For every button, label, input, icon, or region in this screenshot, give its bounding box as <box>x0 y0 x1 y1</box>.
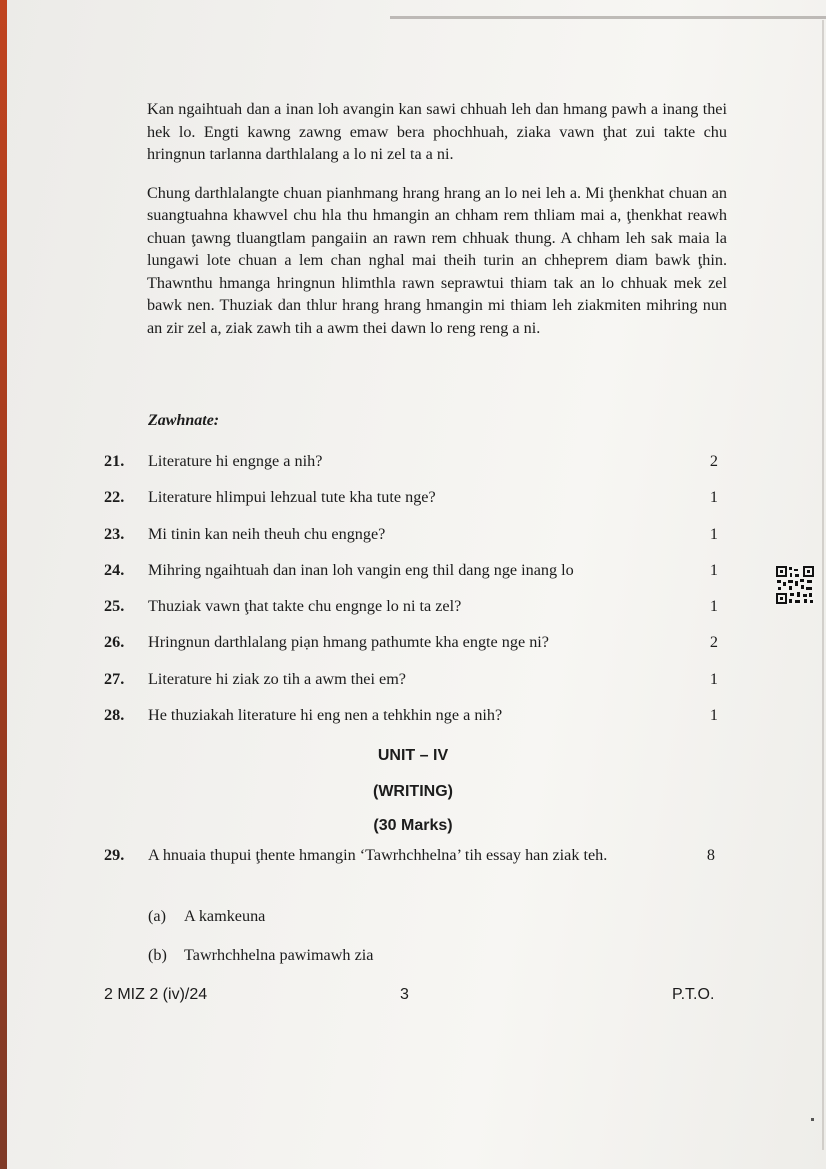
scan-speck <box>811 1118 814 1121</box>
top-edge-shadow <box>390 16 826 19</box>
binding-edge <box>0 0 7 1169</box>
question-marks: 2 <box>709 452 718 470</box>
question-text: Literature hi ziak zo tih a awm thei em? <box>148 669 406 688</box>
question-marks: 1 <box>709 597 718 616</box>
question-text: Mi tinin kan neih theuh chu engnge? <box>148 524 386 543</box>
question-number: 25. <box>104 597 125 616</box>
unit-title: UNIT – IV <box>377 747 449 764</box>
question-28 <box>104 702 726 738</box>
question-21 <box>104 448 726 484</box>
question-number: 28. <box>104 706 125 725</box>
question-text: Literature hi engnge a nih? <box>148 452 323 470</box>
option-text: A kamkeuna <box>184 907 266 925</box>
passage-paragraph-1: Kan ngaihtuah dan a inan loh avangin kan sawi chhuah leh dan hmang pawh a inang thei hek lo. Engti kawng zawng emaw bera phochhuah, ziaka vawn ţhat zui takte chu hringnun tarlanna darthlalang a lo ni zel ta a ni. <box>147 100 727 163</box>
question-marks: 1 <box>709 488 718 507</box>
reading-passage <box>147 98 727 355</box>
page-number: 3 <box>400 986 409 1003</box>
question-text: He thuziakah literature hi eng nen a tehkhin nge a nih? <box>148 706 503 725</box>
question-number: 27. <box>104 669 125 688</box>
unit-marks: (30 Marks) <box>373 817 453 834</box>
question-text: A hnuaia thupui ţhente hmangin ‘Tawrhchhelna’ tih essay han ziak teh. <box>148 846 608 864</box>
question-marks: 8 <box>706 846 715 864</box>
question-number: 22. <box>104 488 125 507</box>
option-a <box>148 907 265 926</box>
unit-subtitle: (WRITING) <box>373 783 453 800</box>
right-edge-shadow <box>822 20 824 1150</box>
option-text: Tawrhchhelna pawimawh zia <box>184 946 374 964</box>
question-text: Literature hlimpui lehzual tute kha tute nge? <box>148 488 436 507</box>
question-29 <box>104 846 726 872</box>
question-number: 26. <box>104 633 125 652</box>
please-turn-over: P.T.O. <box>672 986 715 1003</box>
option-label: (a) <box>148 907 166 925</box>
questions-heading: Zawhnate: <box>148 412 220 429</box>
question-23 <box>104 521 726 557</box>
question-list <box>104 448 726 738</box>
qr-code-icon <box>775 565 815 605</box>
question-marks: 2 <box>709 633 718 652</box>
question-text: Thuziak vawn ţhat takte chu engnge lo ni ta zel? <box>148 597 462 616</box>
question-24 <box>104 557 726 593</box>
question-26 <box>104 629 726 665</box>
question-22 <box>104 484 726 520</box>
question-marks: 1 <box>709 560 718 579</box>
question-number: 29. <box>104 846 125 864</box>
question-number: 24. <box>104 560 125 579</box>
question-text: Mihring ngaihtuah dan inan loh vangin eng thil dang nge inang lo <box>148 560 574 579</box>
passage-paragraph-2: Chung darthlalangte chuan pianhmang hrang hrang an lo nei leh a. Mi ţhenkhat chuan an suangtuahna khawvel chu hla thu hmangin an chham rem thliam mai a, ţhenkhat reawh chuan ţawng tluangtlam pangaiin an rawn rem chhuak thung. A chham leh sak maia la lungawi lote chuan a lem chan nghal mai theih turin an chheprem diam bawk ţhin. Thawnthu hmanga hringnun hlimthla rawn seprawtui thiam tak an lo chhuak mek zel bawk nen. Thuziak dan thlur hrang hrang hmangin mi thiam leh ziakmiten mihring nun an zir zel a, ziak zawh tih a awm thei dawn lo reng reng a ni. <box>147 183 727 337</box>
option-b <box>148 946 373 965</box>
question-marks: 1 <box>709 524 718 543</box>
question-marks: 1 <box>709 669 718 688</box>
question-number: 23. <box>104 524 125 543</box>
question-25 <box>104 593 726 629</box>
question-text: Hringnun darthlalang piạn hmang pathumte kha engte nge ni? <box>148 633 549 652</box>
option-label: (b) <box>148 946 167 964</box>
question-number: 21. <box>104 452 125 470</box>
paper-code: 2 MIZ 2 (iv)/24 <box>104 986 208 1003</box>
question-27 <box>104 666 726 702</box>
question-marks: 1 <box>709 706 718 725</box>
